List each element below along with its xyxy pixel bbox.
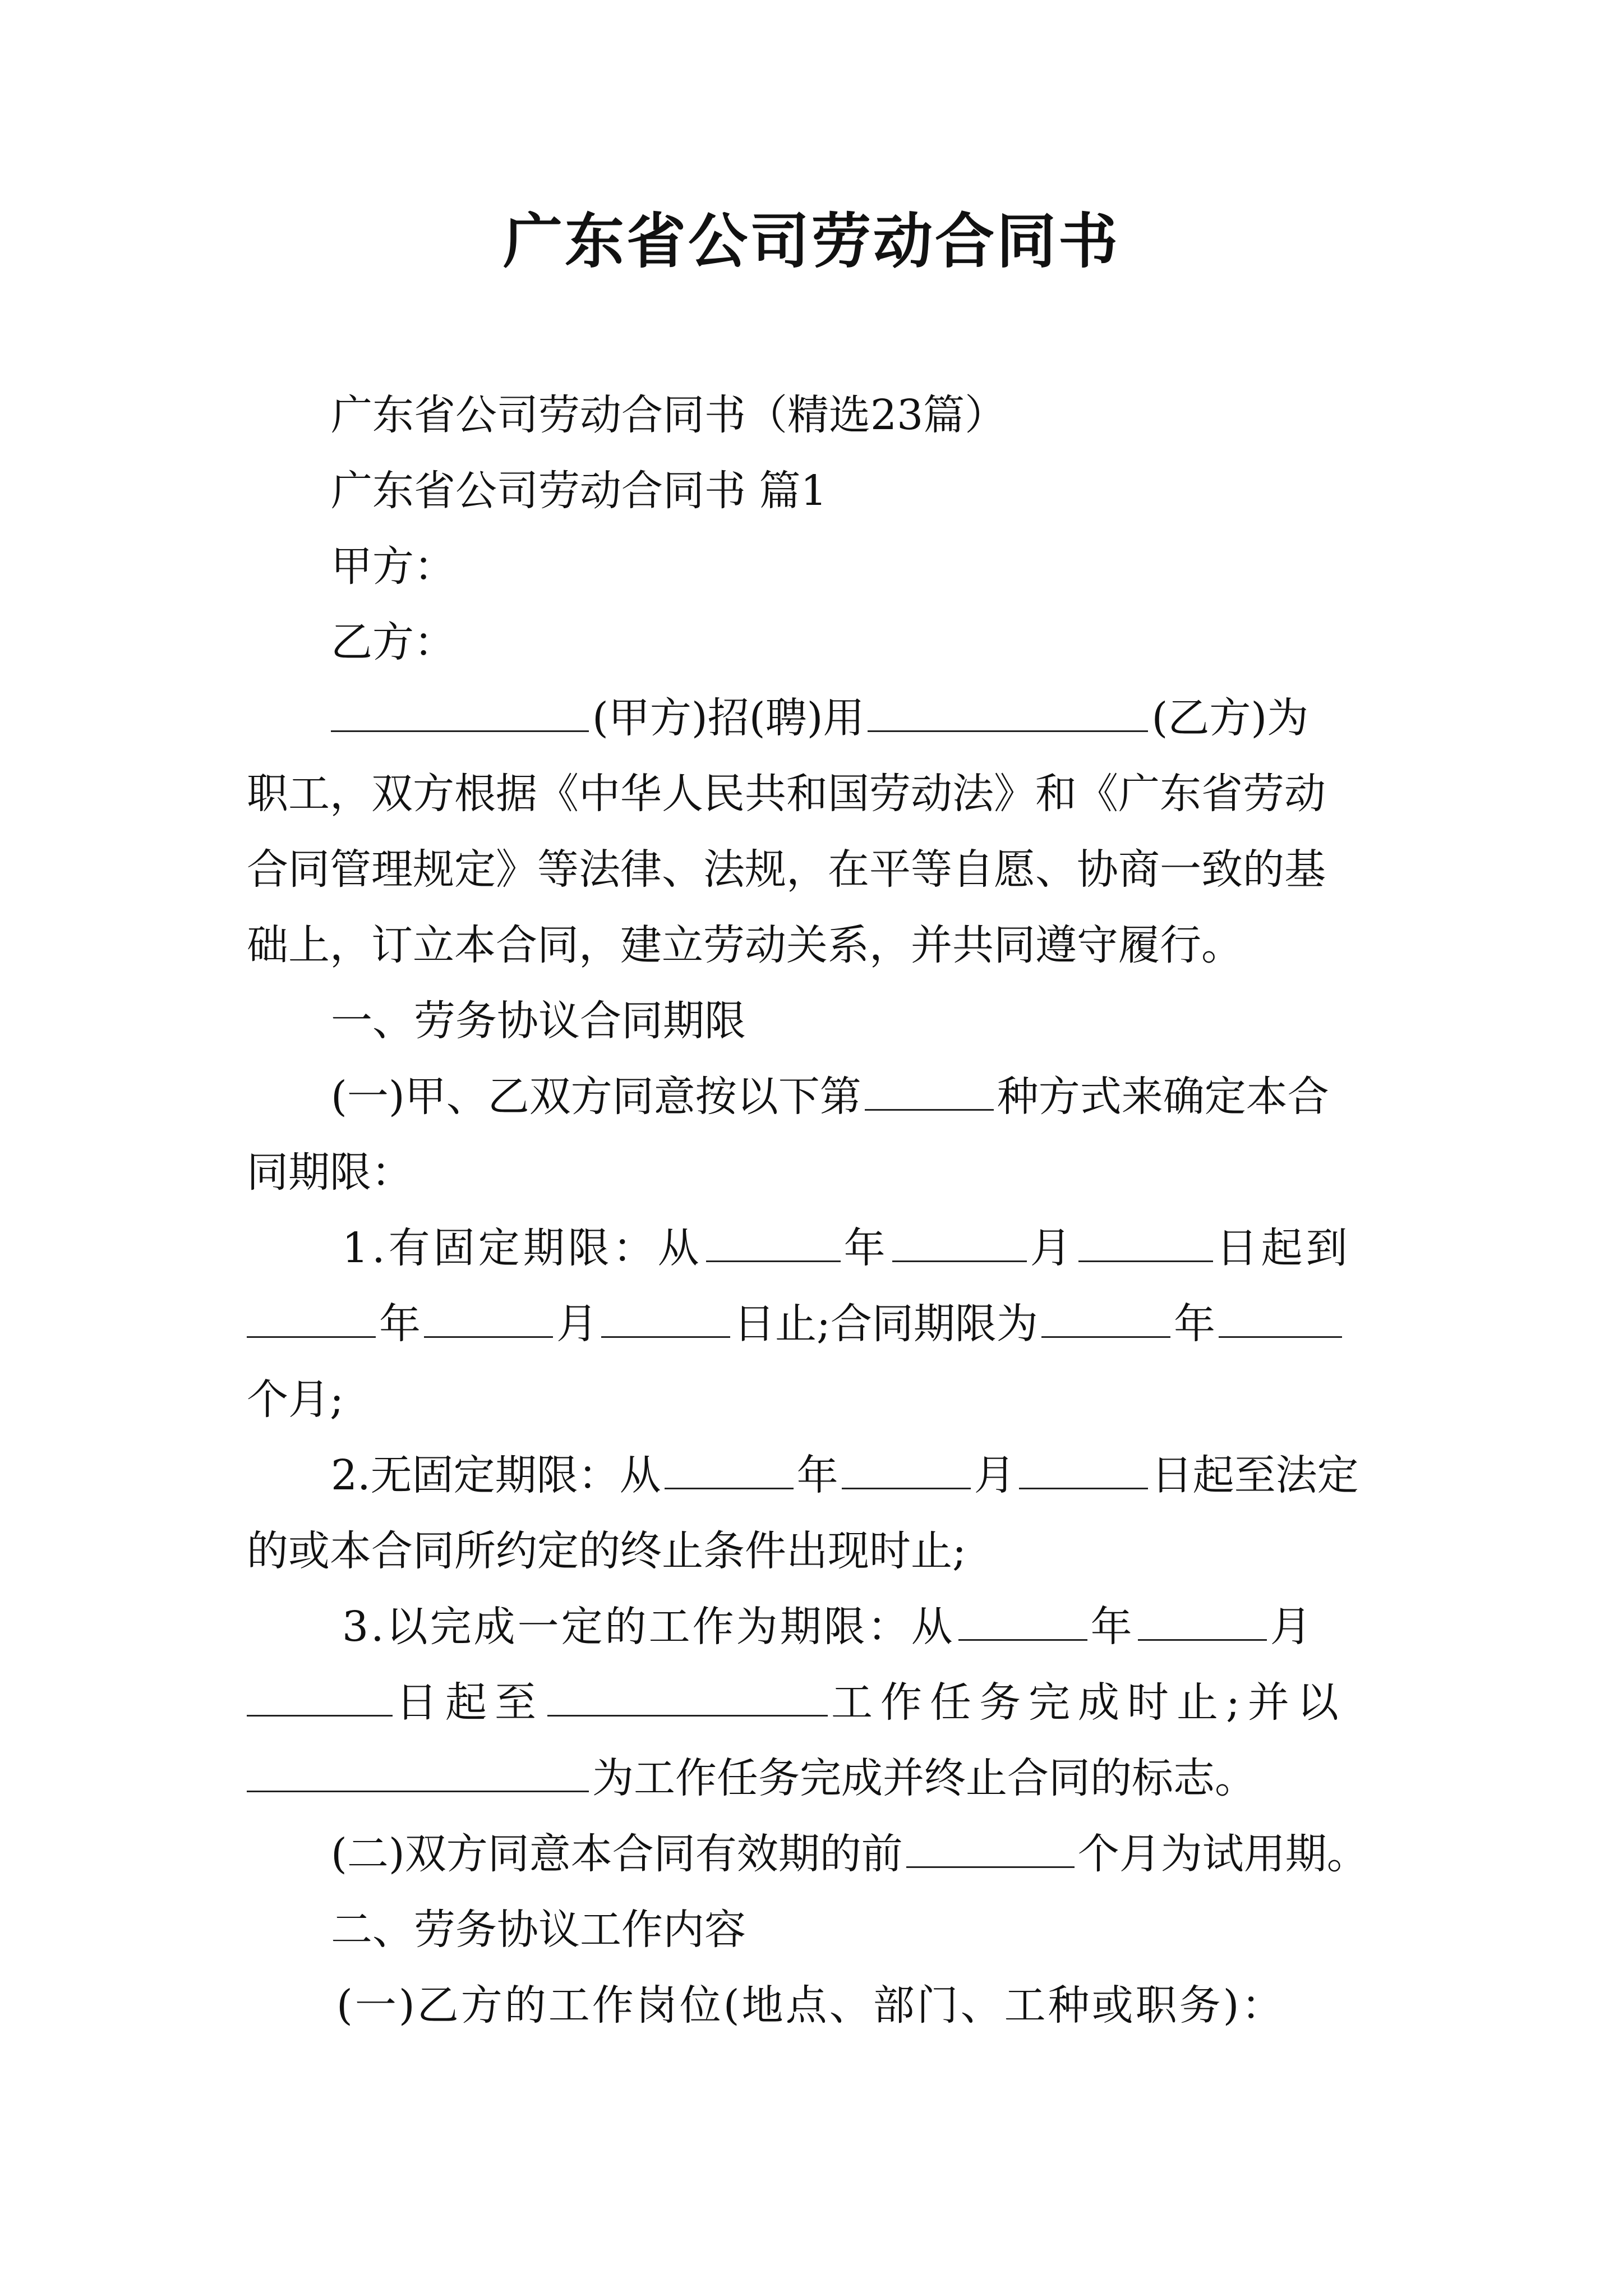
task-day-label: 日起至: [396, 1678, 544, 1727]
blank-employee: [868, 691, 1148, 732]
task-done-text: 工作任务完成时止;并以: [831, 1678, 1347, 1727]
task-year-label: 年: [1090, 1603, 1135, 1651]
blank-task-day: [247, 1676, 393, 1717]
task-mark-text: 为工作任务完成并终止合同的标志。: [592, 1754, 1256, 1802]
nofixed-month-label: 月: [974, 1451, 1016, 1499]
blank-term-months: [1219, 1297, 1342, 1338]
blank-task-year: [958, 1600, 1087, 1641]
fixed-term-text: 1.有固定期限：从: [342, 1224, 703, 1272]
no-fixed-text: 2.无固定期限：从: [331, 1451, 661, 1499]
article-heading: 广东省公司劳动合同书 篇1: [331, 467, 827, 515]
no-fixed-term-line2: 的或本合同所约定的终止条件出现时止;: [247, 1527, 966, 1575]
probation-text-b: 个月为试用期。: [1077, 1830, 1368, 1878]
task-term-line1: [342, 1599, 1314, 1655]
task-term-line2: [247, 1674, 1347, 1731]
party-b-label: 乙方：: [331, 618, 455, 666]
blank-nofixed-day: [1019, 1448, 1148, 1489]
fixed-term-line1: [342, 1220, 1351, 1276]
intro-line-1: [331, 690, 1308, 746]
blank-fixed-year: [706, 1221, 841, 1262]
blank-nofixed-year: [665, 1448, 794, 1489]
fixed-term-line2: [247, 1296, 1345, 1352]
blank-fixed-day: [1078, 1221, 1213, 1262]
fixed-month-label: 月: [1030, 1224, 1075, 1272]
blank-end-day: [601, 1297, 730, 1338]
blank-nofixed-month: [842, 1448, 971, 1489]
end-year-label: 年: [379, 1300, 421, 1348]
blank-task-month: [1138, 1600, 1267, 1641]
section-2-heading: 二、劳务协议工作内容: [331, 1906, 746, 1954]
section-1-heading: 一、劳务协议合同期限: [331, 997, 746, 1045]
fixed-year-label: 年: [843, 1224, 889, 1272]
task-term-text: 3.以完成一定的工作为期限：从: [342, 1603, 955, 1651]
intro-text-1b: (乙方)为: [1151, 694, 1309, 742]
nofixed-day-label: 日起至法定: [1151, 1451, 1359, 1499]
end-day-label: 日止;合同期限为: [734, 1300, 1038, 1348]
sec1-item1-text-b: 种方式来确定本合: [997, 1073, 1329, 1121]
nofixed-year-label: 年: [796, 1451, 838, 1499]
page-title: 广东省公司劳动合同书: [503, 206, 1120, 276]
probation-text-a: (二)双方同意本合同有效期的前: [331, 1830, 903, 1878]
party-a-label: 甲方：: [331, 542, 455, 591]
intro-line-4: 础上，订立本合同，建立劳动关系，并共同遵守履行。: [247, 921, 1243, 969]
blank-probation: [906, 1827, 1075, 1868]
blank-method: [865, 1070, 994, 1111]
blank-end-month: [424, 1297, 553, 1338]
sec1-item1-text-a: (一)甲、乙双方同意按以下第: [331, 1073, 861, 1121]
term-year-label: 年: [1173, 1300, 1215, 1348]
blank-task-name: [547, 1676, 828, 1717]
end-month-label: 月: [556, 1300, 598, 1348]
sec1-item2-line: [331, 1826, 1368, 1882]
blank-task-mark: [247, 1751, 589, 1792]
sec1-item1-line2: 同期限：: [247, 1148, 413, 1197]
intro-line-3: 合同管理规定》等法律、法规，在平等自愿、协商一致的基: [247, 845, 1326, 894]
sec2-item1-line: (一)乙方的工作岗位(地点、部门、工种或职务)：: [336, 1981, 1285, 2030]
no-fixed-term-line1: [331, 1447, 1359, 1503]
fixed-term-line3: 个月;: [247, 1375, 344, 1424]
intro-text-1a: (甲方)招(聘)用: [592, 694, 865, 742]
subtitle: 广东省公司劳动合同书（精选23篇）: [331, 391, 1007, 439]
blank-term-years: [1041, 1297, 1170, 1338]
sec1-item1-line1: [331, 1069, 1329, 1125]
blank-employer: [331, 691, 589, 732]
task-term-line3: [247, 1750, 1256, 1806]
blank-end-year: [247, 1297, 376, 1338]
task-month-label: 月: [1270, 1603, 1314, 1651]
intro-line-2: 职工，双方根据《中华人民共和国劳动法》和《广东省劳动: [247, 770, 1326, 818]
blank-fixed-month: [892, 1221, 1027, 1262]
fixed-day-label: 日起到: [1216, 1224, 1351, 1272]
